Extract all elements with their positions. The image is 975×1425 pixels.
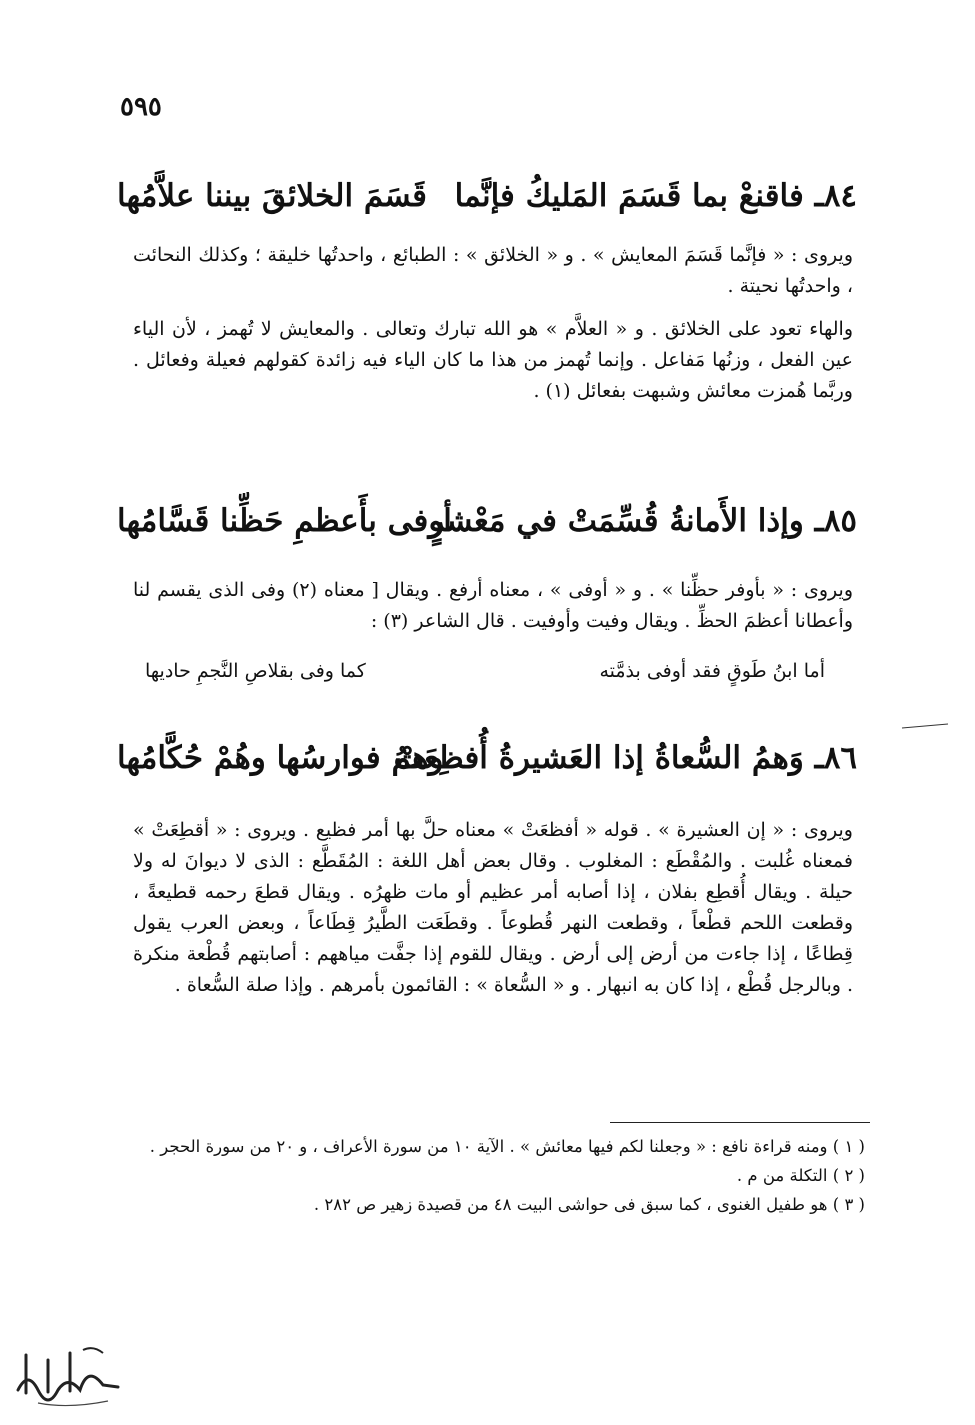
verse-85 bbox=[117, 503, 857, 559]
verse-84-first-text: فاقنعْ بما قَسَمَ المَليكُ فإنَّما bbox=[454, 178, 804, 214]
footnote-3: ( ٣ ) هو طفيل الغنوى ، كما سبق فى حواشى البيت ٤٨ من قصيدة زهير ص ٢٨٢ . bbox=[313, 1195, 865, 1214]
verse-84-second-hemistich: قَسَمَ الخلائقَ بيننا علاَّمُها bbox=[117, 178, 427, 214]
verse-85-first-hemistich bbox=[429, 503, 857, 539]
verse-84 bbox=[117, 178, 857, 234]
margin-mark bbox=[900, 722, 950, 730]
verse-84-commentary bbox=[133, 240, 853, 407]
page-number: ٥٩٥ bbox=[120, 92, 162, 122]
commentary-paragraph: ويروى : « إن العشيرة » . قوله « أفظعَتْ » معناه حلَّ بها أمر فظيع . ويروى : « أقطِعَتْ » فمعناه غُلبت . والمُقْطَع : المغلوب . وقال بعض أهل اللغة : المُقَطَّع : الذى لا ديوانَ له ولا حيلة . ويقال أُقطِع بفلان ، إذا أصابه أمر عظيم أو مات ظهرُه . ويقال قطعَ رحمه قطيعةً ، وقطعت اللحم قطْعاً ، وقطعت النهر قُطوعاً . وقطَعَت الطَّيرُ قِطَاعاً ، وبعض العرب يقول قِطاعًا ، إذا جاءت من أرض إلى أرض . ويقال للقوم إذا جفَّت مياههم : أصابتهم قُطْعة منكرة . وبالرجل قُطْع ، إذا كان به انبهار . و « السُّعاة » : القائمون بأمرهم . وإذا صلة السُّعاة . bbox=[133, 819, 853, 996]
verse-86-number: ٨٦ـ bbox=[814, 740, 857, 776]
footnote-divider bbox=[610, 1122, 870, 1123]
commentary-paragraph: ويروى : « فإنَّما قَسَمَ المعايش » . و « الخلائق » : الطبائع ، واحدتُها خليقة ؛ وكذلك النحائت ، واحدتُها نحيتة . bbox=[133, 244, 853, 297]
verse-84-number: ٨٤ـ bbox=[814, 178, 857, 214]
footnotes bbox=[137, 1132, 865, 1219]
verse-86-first-hemistich bbox=[394, 740, 857, 776]
verse-85-first-text: وإذا الأَمانةُ قُسِّمَتْ في مَعْشرٍ bbox=[429, 503, 804, 539]
calligraphy-logo bbox=[8, 1335, 128, 1415]
quoted-second-hemistich: كما وفى بقلاصِ النَّجمِ حاديها bbox=[145, 660, 366, 682]
footnote-2: ( ٢ ) التكلة من م . bbox=[736, 1166, 865, 1185]
verse-86-second-hemistich: وهمُ فوارسُها وهُمْ حُكَّامُها bbox=[117, 740, 444, 776]
verse-85-second-hemistich: أوفى بأَعظمِ حَظِّنا قَسَّامُها bbox=[117, 503, 452, 539]
quoted-first-hemistich: أما ابنُ طَوقٍ فقد أوفى بذمَّته bbox=[599, 660, 825, 682]
verse-85-commentary bbox=[133, 575, 853, 637]
verse-85-number: ٨٥ـ bbox=[814, 503, 857, 539]
verse-86 bbox=[117, 740, 857, 796]
verse-84-first-hemistich bbox=[455, 178, 857, 214]
quoted-verse bbox=[145, 660, 825, 696]
commentary-paragraph: والهاء تعود على الخلائق . و « العلاَّم » هو الله تبارك وتعالى . والمعايش لا تُهمز ، لأن الياء عين الفعل ، وزنُها مَفاعل . وإنما تُهمز من هذا ما كان الياء فيه زائدة كقولهم فعيلة وفعائل . وربَّما هُمزت معائش وشبهت بفعائل (١) . bbox=[133, 318, 853, 402]
verse-86-first-text: وَهمُ السُّعاةُ إذا العَشيرةُ أُفظِعَتْ bbox=[393, 740, 804, 776]
footnote-1: ( ١ ) ومنه قراءة نافع : « وجعلنا لكم فيها معائش » . الآية ١٠ من سورة الأعراف ، و ٢٠ من سورة الحجر . bbox=[149, 1137, 865, 1156]
verse-86-commentary bbox=[133, 815, 853, 1001]
commentary-paragraph: ويروى : « بأوفر حظِّنا » . و « أوفى » ، معناه أرفع . ويقال [ معناه (٢) وفى الذى يقسم لنا وأعطانا أعظمَ الحظِّ . ويقال وفيت وأوفيت . قال الشاعر (٣) : bbox=[133, 579, 853, 632]
